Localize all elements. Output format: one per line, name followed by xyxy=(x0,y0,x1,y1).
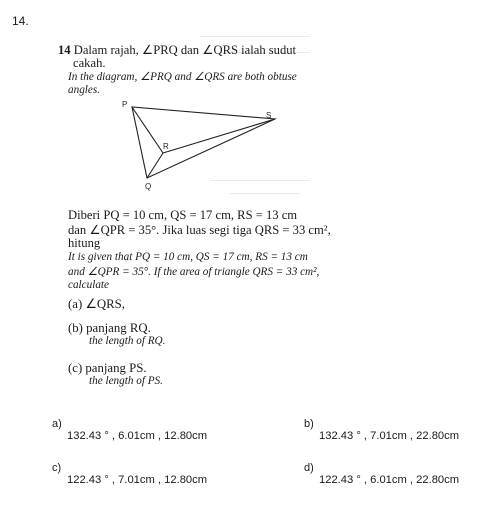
option-a-text: 132.43 ° , 6.01cm , 12.80cm xyxy=(67,430,208,442)
part-c-ms: (c) panjang PS. xyxy=(68,361,147,375)
vertex-label-q: Q xyxy=(145,182,152,191)
part-c-en: the length of PS. xyxy=(89,375,163,387)
option-d-text: 122.43 ° , 6.01cm , 22.80cm xyxy=(319,474,460,486)
option-a-label: a) xyxy=(52,418,62,430)
vertex-label-r: R xyxy=(163,142,169,151)
given-ms-line3: hitung xyxy=(68,236,101,250)
given-en-line1: It is given that PQ = 10 cm, QS = 17 cm, RS = 13 cm xyxy=(68,251,308,263)
segment-rs xyxy=(163,119,275,153)
part-b-ms: (b) panjang RQ. xyxy=(68,321,151,335)
header-en-line1: In the diagram, ∠PRQ and ∠QRS are both obtuse xyxy=(68,71,297,83)
triangle-diagram xyxy=(115,96,290,192)
given-en-line3: calculate xyxy=(68,279,110,291)
option-b-text: 132.43 ° , 7.01cm , 22.80cm xyxy=(319,430,460,442)
vertex-label-p: P xyxy=(122,100,128,109)
header-en-line2: angles. xyxy=(68,84,101,96)
option-d[interactable] xyxy=(304,462,459,486)
vertex-label-s: S xyxy=(266,111,272,120)
given-ms-line1: Diberi PQ = 10 cm, QS = 17 cm, RS = 13 cm xyxy=(68,208,298,222)
header-ms-text: Dalam rajah, ∠PRQ dan ∠QRS ialah sudut xyxy=(73,43,297,57)
option-c-text: 122.43 ° , 7.01cm , 12.80cm xyxy=(67,474,208,486)
problem-number: 14 xyxy=(58,43,71,57)
part-a: (a) ∠QRS, xyxy=(68,297,125,311)
given-ms-line2: dan ∠QPR = 35°. Jika luas segi tiga QRS = 33 cm², xyxy=(68,223,331,237)
part-b-en: the length of RQ. xyxy=(89,335,166,347)
option-c[interactable] xyxy=(52,462,207,486)
option-d-label: d) xyxy=(304,462,314,474)
option-c-label: c) xyxy=(52,462,62,474)
option-b[interactable] xyxy=(304,418,459,442)
question-number: 14. xyxy=(12,14,29,28)
header-ms-line2: cakah. xyxy=(73,56,106,70)
given-en-line2: and ∠QPR = 35°. If the area of triangle QRS = 33 cm², xyxy=(68,266,320,278)
option-a[interactable] xyxy=(52,418,207,442)
option-b-label: b) xyxy=(304,418,314,430)
